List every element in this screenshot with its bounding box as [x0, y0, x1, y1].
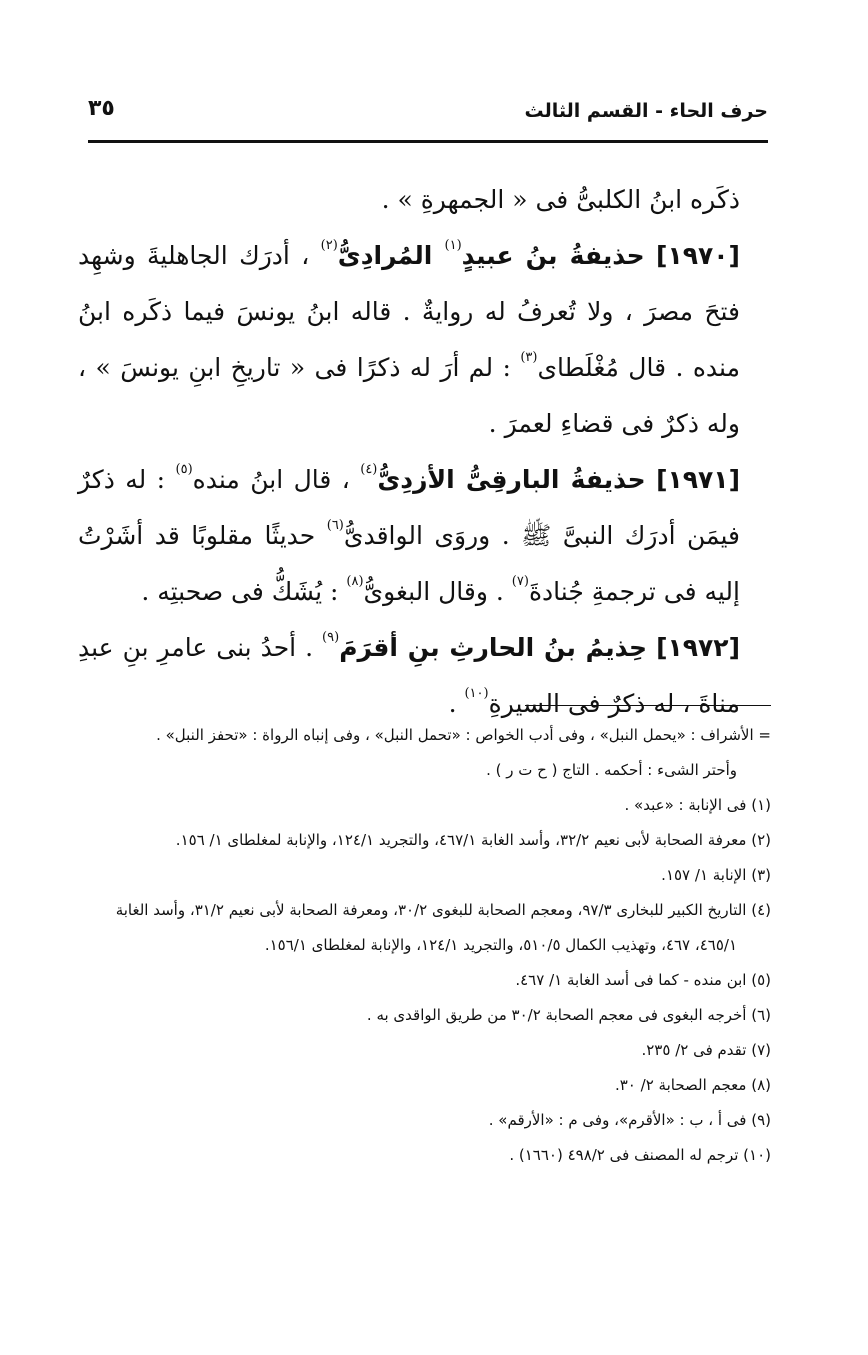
entry-1971 — [78, 452, 740, 620]
footnote-10: (١٠) ترجم له المصنف فى ٤٩٨/٢ (١٦٦٠) . — [509, 1146, 771, 1164]
footnote-2: (٢) معرفة الصحابة لأبى نعيم ٣٢/٢، وأسد الغابة ٤٦٧/١، والتجريد ١٢٤/١، والإنابة لمغلطاى ١/ ١٥٦. — [175, 831, 771, 849]
entry-text: : يُشَكُّ فى صحبتِه . — [141, 577, 339, 606]
footnote-continuation: وأحتر الشىء : أحكمه . التاج ( ح ت ر ) . — [486, 761, 737, 779]
page-number: ٣٥ — [88, 96, 115, 121]
footnote-ref[interactable]: (١٠) — [464, 685, 489, 701]
footnotes — [82, 718, 771, 1173]
entry-name-nisba: المُرادِىُّ — [337, 241, 445, 270]
footnote-1: (١) فى الإنابة : «عبد» . — [624, 796, 771, 814]
entry-text: . — [448, 689, 457, 718]
footnote-5: (٥) ابن منده - كما فى أسد الغابة ١/ ٤٦٧. — [515, 971, 771, 989]
footnote-8: (٨) معجم الصحابة ٢/ ٣٠. — [614, 1076, 771, 1094]
entry-number: [١٩٧٢] — [656, 633, 740, 662]
footnote-ref[interactable]: (٣) — [520, 349, 538, 365]
entry-intro-line — [78, 172, 740, 228]
running-title: حرف الحاء - القسم الثالث — [524, 100, 768, 122]
footnote-ref[interactable]: (٢) — [320, 237, 338, 253]
footnote-6: (٦) أخرجه البغوى فى معجم الصحابة ٣٠/٢ من طريق الواقدى به . — [366, 1006, 771, 1024]
entry-text: حديثًا مقلوبًا قد أشَرْتُ إليه فى ترجمةِ جُنادةَ — [78, 521, 740, 606]
entry-text: ذكَره ابنُ الكلبىُّ فى « الجمهرةِ » . — [381, 185, 740, 214]
entry-text: ، أدرَك الجاهليةَ وشهِد فتحَ مصرَ ، ولا تُعرفُ له روايةٌ . قاله ابنُ يونسَ فيما ذكَره ابنُ منده . قال مُغْلَطاى — [78, 241, 740, 382]
entry-name: حِذيمُ بنُ الحارثِ بنِ أقرَمَ — [339, 633, 648, 662]
entry-name: حذيفةُ البارقِىُّ الأزدِىُّ — [377, 465, 646, 494]
footnote-9: (٩) فى أ ، ب : «الأقرم»، وفى م : «الأرقم» . — [488, 1111, 771, 1129]
header-rule — [88, 140, 768, 143]
entry-name: حذيفةُ بنُ عبيدٍ — [461, 241, 645, 270]
entry-text: : لم أرَ له ذكرًا فى « تاريخِ ابنِ يونسَ » ، وله ذكرٌ فى قضاءِ لعمرَ . — [78, 353, 740, 438]
main-text — [78, 172, 740, 732]
entry-text: . أحدُ بنى عامرِ بنِ عبدِ مناةَ ، له ذكرٌ فى السيرةِ — [78, 633, 740, 718]
footnote-ref[interactable]: (٥) — [175, 461, 193, 477]
footnote-4: (٤) التاريخ الكبير للبخارى ٩٧/٣، ومعجم الصحابة للبغوى ٣٠/٢، ومعرفة الصحابة لأبى نعيم ٣١/٢، وأسد الغابة ٤٦٥/١، ٤٦٧، وتهذيب الكمال ٥١٠/٥، والتجريد ١٢٤/١، والإنابة لمغلطاى ١٥٦/١. — [115, 901, 771, 954]
footnote-continuation: = الأشراف : «يحمل النبل» ، وفى أدب الخواص : «تحمل النبل» ، وفى إنباه الرواة : «تحفز النبل» . — [156, 726, 771, 744]
footnote-ref[interactable]: (٤) — [360, 461, 378, 477]
entry-1970 — [78, 228, 740, 452]
footnote-ref[interactable]: (١) — [444, 237, 462, 253]
entry-text: . وقال البغوىُّ — [363, 577, 504, 606]
footnote-ref[interactable]: (٧) — [511, 573, 529, 589]
entry-1972 — [78, 620, 740, 732]
entry-number: [١٩٧٠] — [656, 241, 740, 270]
entry-text: : له ذكرٌ فيمَن أدرَك النبىَّ ﷺ . وروَى الواقدىُّ — [78, 465, 740, 550]
footnote-ref[interactable]: (٩) — [322, 629, 340, 645]
footnote-ref[interactable]: (٦) — [326, 517, 344, 533]
entry-text: ، قال ابنُ منده — [192, 465, 350, 494]
footnote-rule — [525, 705, 771, 706]
page-header — [88, 98, 768, 134]
footnote-3: (٣) الإنابة ١/ ١٥٧. — [661, 866, 771, 884]
footnote-ref[interactable]: (٨) — [346, 573, 364, 589]
footnote-7: (٧) تقدم فى ٢/ ٢٣٥. — [641, 1041, 771, 1059]
entry-number: [١٩٧١] — [656, 465, 740, 494]
